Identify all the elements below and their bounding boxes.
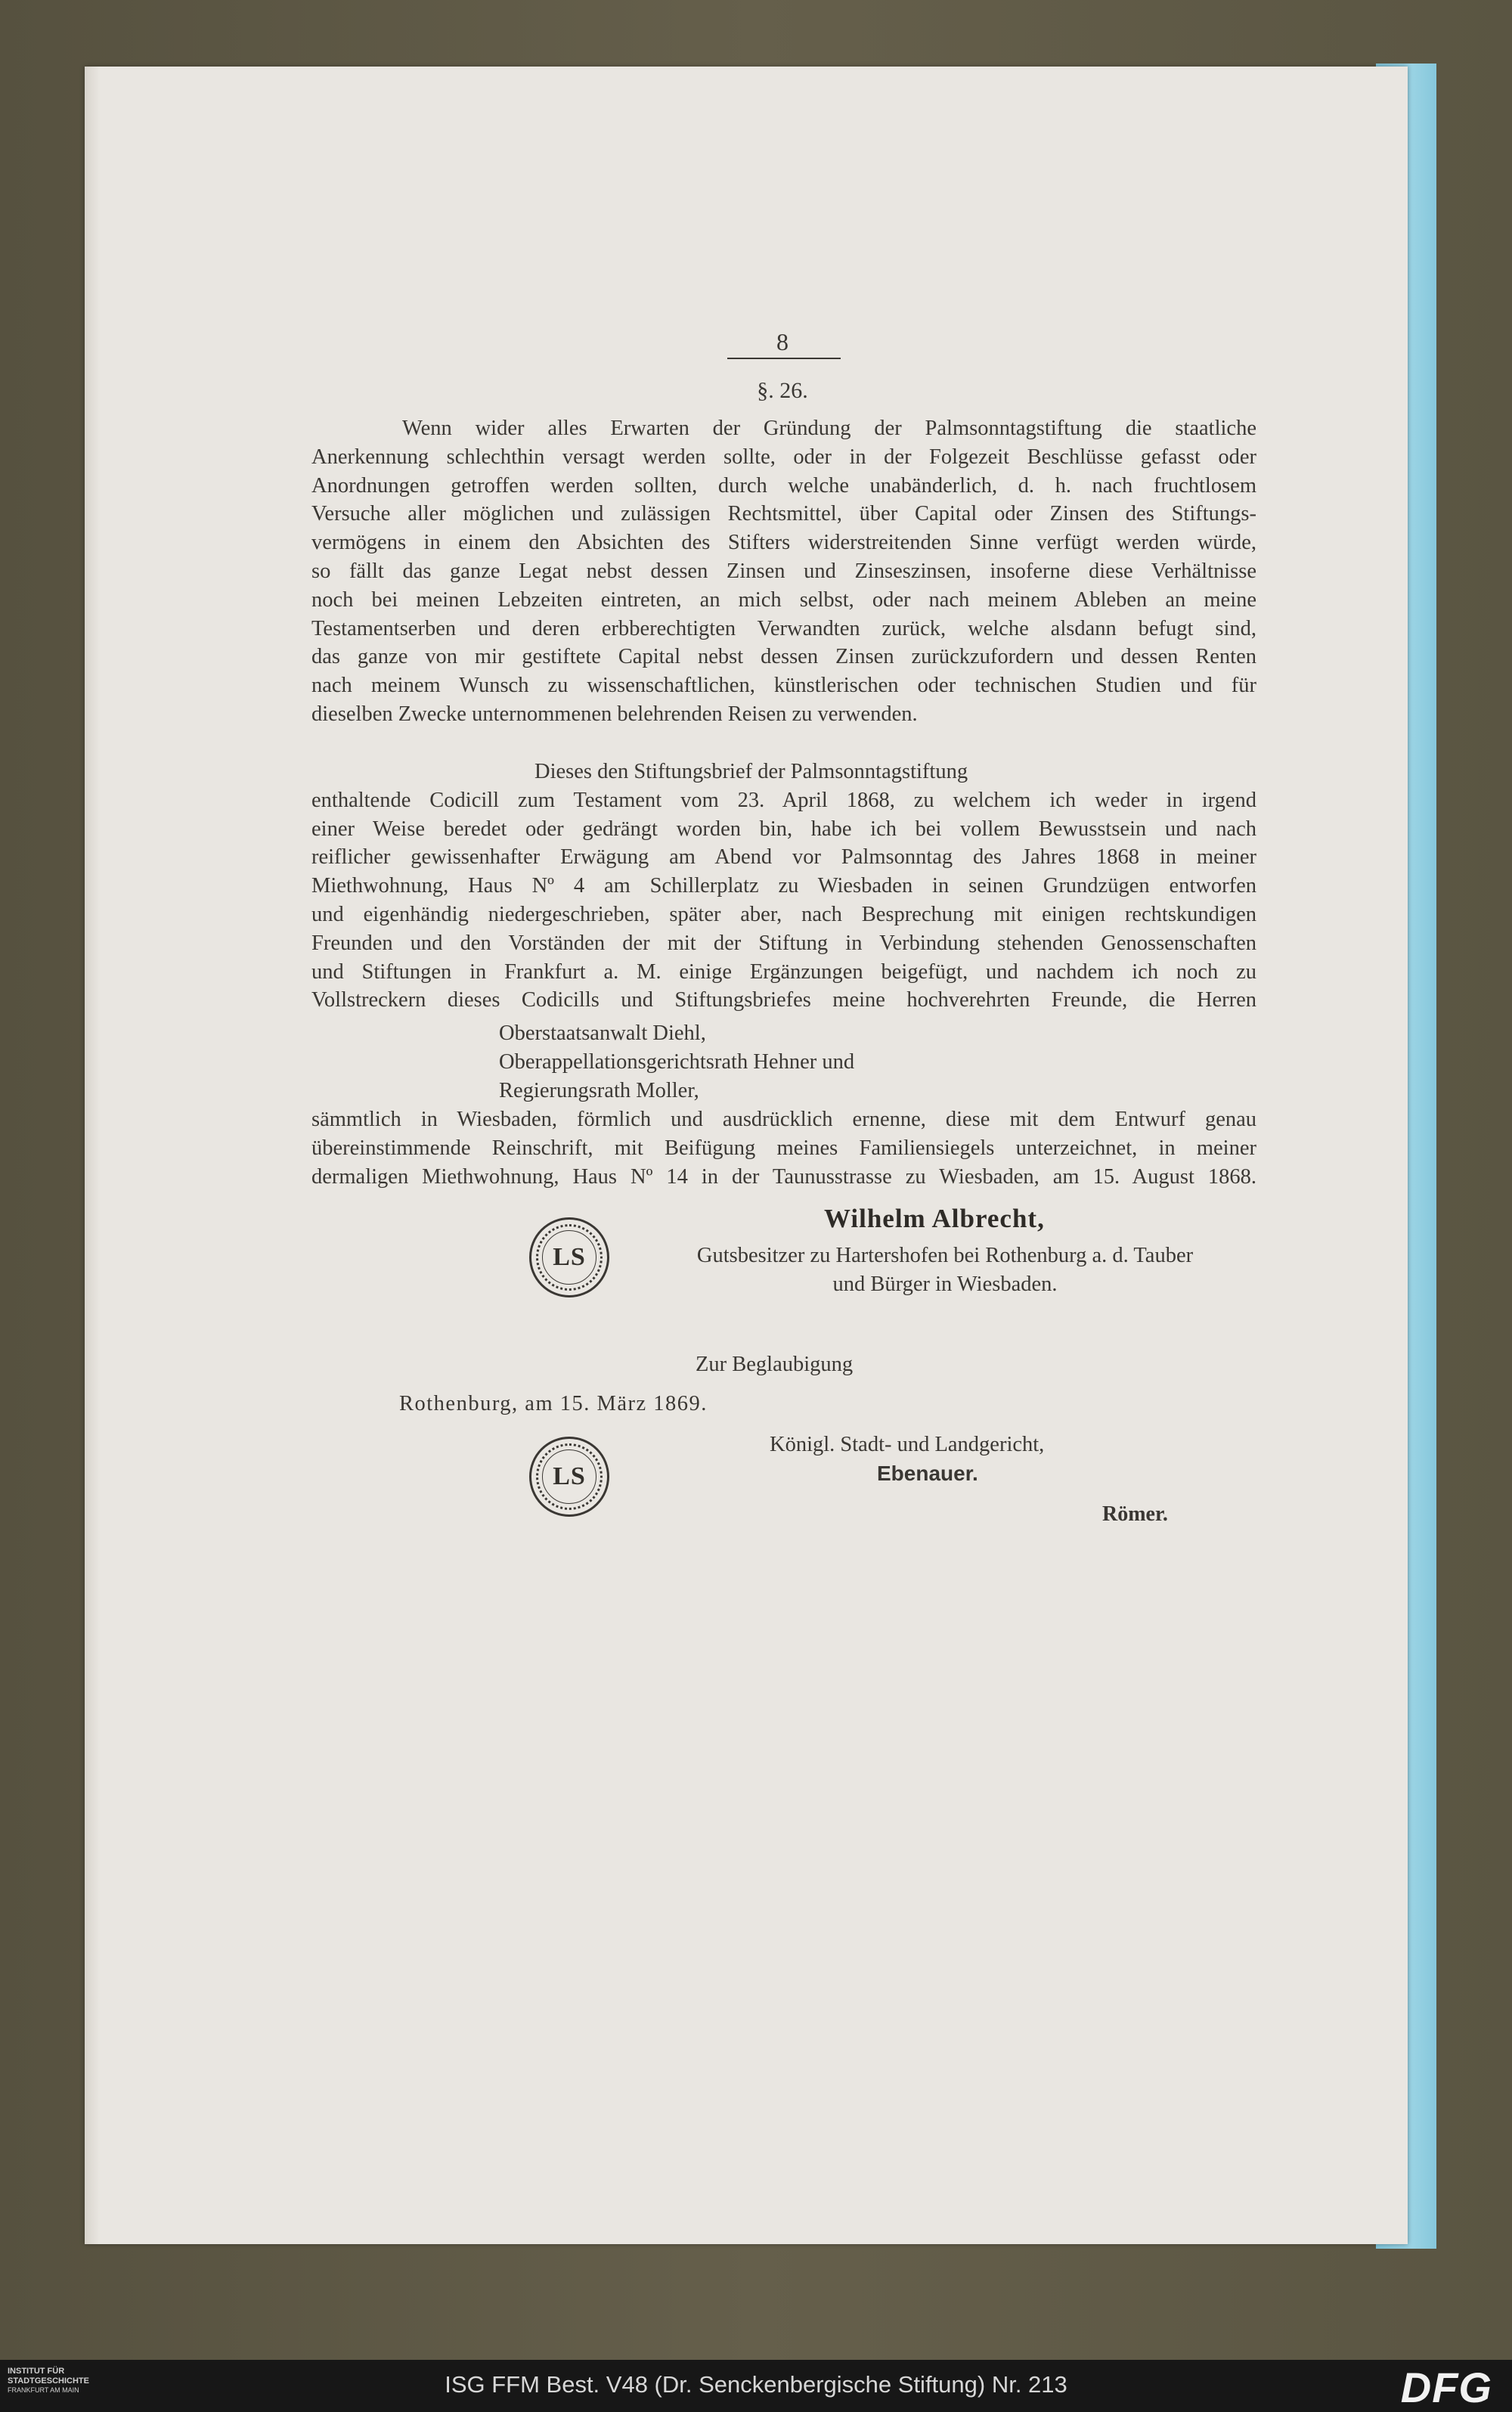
executor-name: Oberstaatsanwalt Diehl,	[499, 1022, 706, 1045]
page-number: 8	[776, 328, 789, 355]
text-line: und eigenhändig niedergeschrieben, später aber, nach Besprechung mit einigen rechtskundigen	[311, 902, 1256, 926]
text-line: Anerkennung schlechthin versagt werden sollte, oder in der Folgezeit Beschlüsse gefasst oder	[311, 445, 1256, 469]
signature-description	[650, 1242, 1240, 1299]
court-official-signature: Römer.	[1102, 1502, 1168, 1526]
text-line: dieselben Zwecke unternommenen belehrenden Reisen zu verwenden.	[311, 702, 918, 726]
institute-logo-line: INSTITUT FÜR	[8, 2367, 65, 2376]
text-line: vermögens in einem den Absichten des Stifters widerstreitenden Sinne verfügt werden würde,	[311, 531, 1256, 555]
seal-text: LS	[553, 1243, 586, 1271]
seal-text: LS	[553, 1462, 586, 1490]
text-line: das ganze von mir gestiftete Capital nebst dessen Zinsen zurückzufordern und dessen Renten	[311, 645, 1256, 669]
text-line: Versuche aller möglichen und zulässigen Rechtsmittel, über Capital oder Zinsen des Stiftungs-	[311, 502, 1256, 526]
text-line: Dieses den Stiftungsbrief der Palmsonntagstiftung	[534, 760, 968, 783]
seal-stamp-court	[529, 1437, 609, 1517]
text-line: reiflicher gewissenhafter Erwägung am Abend vor Palmsonntag des Jahres 1868 in meiner	[311, 845, 1256, 870]
court-official-signature: Ebenauer.	[877, 1462, 978, 1485]
page-edge	[85, 67, 100, 2244]
executor-name: Regierungsrath Moller,	[499, 1079, 699, 1102]
text-line: Miethwohnung, Haus Nº 4 am Schillerplatz zu Wiesbaden in seinen Grundzügen entworfen	[311, 874, 1256, 898]
executor-name: Oberappellationsgerichtsrath Hehner und	[499, 1050, 855, 1074]
paragraph-signing	[311, 1105, 1256, 1191]
signature-title-line: und Bürger in Wiesbaden.	[832, 1272, 1058, 1296]
court-name: Königl. Stadt- und Landgericht,	[770, 1433, 1045, 1456]
text-line: sämmtlich in Wiesbaden, förmlich und ausdrücklich ernenne, diese mit dem Entwurf genau	[311, 1108, 1256, 1131]
certification-heading: Zur Beglaubigung	[696, 1353, 854, 1376]
text-line: so fällt das ganze Legat nebst dessen Zinsen und Zinseszinsen, insoferne diese Verhältnisse	[311, 559, 1256, 583]
text-line: enthaltende Codicill zum Testament vom 23. April 1868, zu welchem ich weder in irgend	[311, 788, 1256, 812]
paragraph-codicill	[311, 758, 1256, 1015]
institute-logo-line: FRANKFURT AM MAIN	[8, 2386, 79, 2394]
dfg-logo: DFG	[1400, 2364, 1492, 2411]
text-line: übereinstimmende Reinschrift, mit Beifügung meines Familiensiegels unterzeichnet, in meiner	[311, 1136, 1256, 1160]
text-line: nach meinem Wunsch zu wissenschaftlichen, künstlerischen oder technischen Studien und für	[311, 674, 1256, 698]
text-line: und Stiftungen in Frankfurt a. M. einige Ergänzungen beigefügt, und nachdem ich noch zu	[311, 960, 1256, 984]
section-heading: §. 26.	[757, 378, 808, 403]
archive-reference-caption: ISG FFM Best. V48 (Dr. Senckenbergische Stiftung) Nr. 213	[445, 2371, 1067, 2398]
text-line: Testamentserben und deren erbberechtigten Verwandten zurück, welche alsdann befugt sind,	[311, 616, 1256, 640]
paragraph-legat-reversion	[311, 414, 1256, 729]
text-line: einer Weise beredet oder gedrängt worden bin, habe ich bei vollem Bewusstsein und nach	[311, 817, 1256, 841]
certification-place-date: Rothenburg, am 15. März 1869.	[399, 1392, 708, 1415]
page-number-rule	[727, 358, 841, 359]
text-line: Wenn wider alles Erwarten der Gründung der Palmsonntagstiftung die staatliche	[402, 417, 1256, 440]
text-line: Vollstreckern dieses Codicills und Stiftungsbriefes meine hochverehrten Freunde, die Herren	[311, 988, 1256, 1012]
institute-logo-line: STADTGESCHICHTE	[8, 2376, 89, 2386]
text-line: noch bei meinen Lebzeiten eintreten, an mich selbst, oder nach meinem Ableben an meine	[311, 587, 1256, 612]
signature-name: Wilhelm Albrecht,	[824, 1204, 1045, 1233]
text-line: dermaligen Miethwohnung, Haus Nº 14 in der Taunusstrasse zu Wiesbaden, am 15. August 1868.	[311, 1164, 1256, 1189]
text-line: Freunden und den Vorständen der mit der Stiftung in Verbindung stehenden Genossenschaften	[311, 931, 1256, 955]
seal-stamp-founder	[529, 1217, 609, 1297]
signature-title-line: Gutsbesitzer zu Hartershofen bei Rothenburg a. d. Tauber	[696, 1244, 1194, 1267]
text-line: Anordnungen getroffen werden sollten, durch welche unabänderlich, d. h. nach fruchtlosem	[311, 473, 1256, 498]
